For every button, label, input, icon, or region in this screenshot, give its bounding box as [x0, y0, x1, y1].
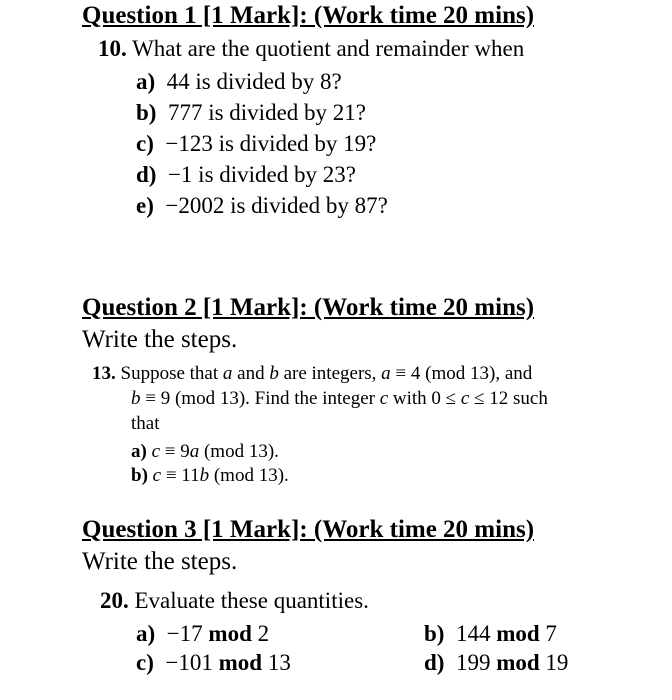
problem-13	[92, 363, 532, 385]
text: (mod 13).	[209, 465, 289, 486]
problem-13-line-2	[131, 388, 548, 410]
problem-number: 13.	[92, 363, 116, 384]
item-text: 44 is divided by 8?	[166, 69, 342, 94]
instruction-text: Write the steps.	[82, 326, 238, 353]
mod-operator: mod	[496, 621, 540, 646]
item-text: 777 is divided by 21?	[167, 100, 366, 125]
list-item	[136, 69, 342, 95]
item-label: a)	[131, 441, 147, 462]
item-label: b)	[424, 621, 445, 646]
text: 2	[251, 621, 270, 646]
variable: b	[269, 363, 279, 384]
list-item	[136, 621, 269, 647]
variable: c	[151, 441, 161, 462]
text: 144	[455, 621, 497, 646]
item-text: −2002 is divided by 87?	[165, 193, 388, 218]
question-3-heading: Question 3 [1 Mark]: (Work time 20 mins)	[82, 516, 535, 543]
item-label: c)	[136, 131, 154, 156]
list-item	[136, 162, 356, 188]
text: ≡ 4 (mod 13), and	[390, 363, 533, 384]
text: 7	[539, 621, 557, 646]
list-item	[136, 131, 376, 157]
item-label: a)	[136, 69, 156, 94]
problem-number: 20.	[100, 588, 129, 613]
variable: b	[199, 465, 210, 486]
text: −101	[165, 650, 219, 675]
text: ≡ 9	[160, 441, 190, 462]
text: ≤ 12 such	[469, 388, 548, 409]
instruction-text: Write the steps.	[82, 548, 238, 575]
list-item	[136, 100, 366, 126]
variable: a	[189, 441, 200, 462]
problem-text: Evaluate these quantities.	[134, 588, 369, 613]
list-item	[131, 465, 289, 487]
text: with 0 ≤	[388, 388, 461, 409]
problem-20	[100, 588, 369, 614]
variable: b	[131, 388, 141, 409]
text: −17	[166, 621, 209, 646]
problem-number: 10.	[98, 36, 127, 61]
variable: c	[460, 388, 470, 409]
variable: c	[379, 388, 389, 409]
item-label: d)	[136, 162, 157, 187]
mod-operator: mod	[218, 650, 263, 675]
list-item	[424, 621, 557, 647]
text: and	[232, 363, 270, 384]
mod-operator: mod	[496, 650, 540, 675]
problem-10	[98, 36, 524, 62]
text: 199	[455, 650, 497, 675]
problem-text: What are the quotient and remainder when	[132, 36, 525, 61]
text: are integers,	[278, 363, 382, 384]
mod-operator: mod	[208, 621, 252, 646]
text: ≡ 11	[161, 465, 200, 486]
variable: a	[222, 363, 233, 384]
item-label: c)	[136, 650, 154, 675]
list-item	[136, 650, 291, 676]
text: 19	[539, 650, 569, 675]
list-item	[136, 193, 388, 219]
item-text: −1 is divided by 23?	[167, 162, 356, 187]
list-item	[424, 650, 568, 676]
item-label: b)	[136, 100, 157, 125]
text: ≡ 9 (mod 13). Find the integer	[140, 388, 380, 409]
question-1-heading: Question 1 [1 Mark]: (Work time 20 mins)	[82, 2, 535, 29]
text: 13	[262, 650, 291, 675]
list-item	[131, 441, 279, 463]
item-text: −123 is divided by 19?	[165, 131, 377, 156]
question-2-heading: Question 2 [1 Mark]: (Work time 20 mins)	[82, 294, 535, 321]
item-label: e)	[136, 193, 154, 218]
text: Suppose that	[120, 363, 223, 384]
item-label: d)	[424, 650, 445, 675]
variable: a	[381, 363, 391, 384]
text: (mod 13).	[199, 441, 279, 462]
variable: c	[152, 465, 162, 486]
problem-13-line-3: that	[131, 413, 160, 434]
item-label: a)	[136, 621, 156, 646]
item-label: b)	[131, 465, 148, 486]
